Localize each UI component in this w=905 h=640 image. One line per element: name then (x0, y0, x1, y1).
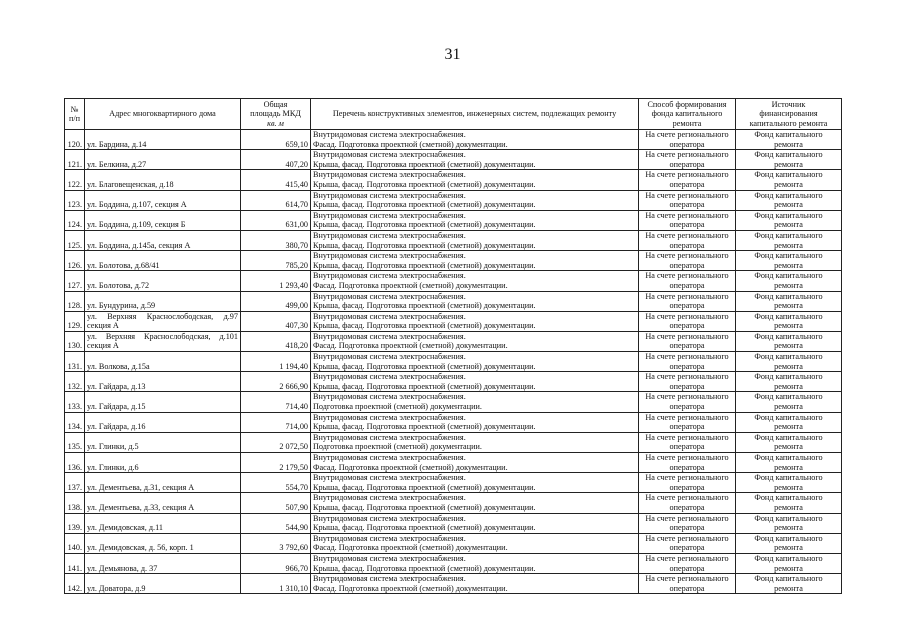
table-row (65, 190, 842, 210)
row-works: Внутридомовая система электроснабжения. Крыша, фасад. Подготовка проектной (сметной) документации. (311, 473, 639, 493)
table-row (65, 230, 842, 250)
row-method: На счете регионального оператора (639, 513, 736, 533)
table-row (65, 271, 842, 291)
row-source: Фонд капитального ремонта (736, 513, 842, 533)
table-row (65, 553, 842, 573)
row-area: 499,00 (241, 291, 311, 311)
row-source: Фонд капитального ремонта (736, 473, 842, 493)
row-area: 614,70 (241, 190, 311, 210)
row-works: Внутридомовая система электроснабжения. Крыша, фасад. Подготовка проектной (сметной) документации. (311, 412, 639, 432)
table-row (65, 251, 842, 271)
row-number: 138. (65, 493, 85, 513)
row-address: ул. Дементьева, д.31, секция А (85, 473, 241, 493)
row-area: 407,30 (241, 311, 311, 331)
row-number: 125. (65, 230, 85, 250)
row-works: Внутридомовая система электроснабжения. Крыша, фасад. Подготовка проектной (сметной) документации. (311, 251, 639, 271)
row-address: ул. Глинки, д.6 (85, 453, 241, 473)
row-source: Фонд капитального ремонта (736, 331, 842, 351)
row-area: 659,10 (241, 130, 311, 150)
table-header-row (65, 99, 842, 130)
row-source: Фонд капитального ремонта (736, 311, 842, 331)
row-number: 124. (65, 210, 85, 230)
row-works: Внутридомовая система электроснабжения. Крыша, фасад. Подготовка проектной (сметной) документации. (311, 372, 639, 392)
table-row (65, 291, 842, 311)
row-method: На счете регионального оператора (639, 533, 736, 553)
row-area: 631,00 (241, 210, 311, 230)
row-method: На счете регионального оператора (639, 331, 736, 351)
row-source: Фонд капитального ремонта (736, 553, 842, 573)
row-method: На счете регионального оператора (639, 553, 736, 573)
row-method: На счете регионального оператора (639, 473, 736, 493)
table-row (65, 533, 842, 553)
row-works: Внутридомовая система электроснабжения. Крыша, фасад. Подготовка проектной (сметной) документации. (311, 210, 639, 230)
table-row (65, 392, 842, 412)
row-address: ул. Гайдара, д.16 (85, 412, 241, 432)
row-number: 128. (65, 291, 85, 311)
row-area: 415,40 (241, 170, 311, 190)
table-row (65, 311, 842, 331)
row-works: Внутридомовая система электроснабжения. Крыша, фасад. Подготовка проектной (сметной) документации. (311, 170, 639, 190)
row-source: Фонд капитального ремонта (736, 392, 842, 412)
row-address: ул. Демьянова, д. 37 (85, 553, 241, 573)
row-number: 126. (65, 251, 85, 271)
table-row (65, 473, 842, 493)
row-address: ул. Глинки, д.5 (85, 432, 241, 452)
row-method: На счете регионального оператора (639, 230, 736, 250)
row-source: Фонд капитального ремонта (736, 130, 842, 150)
table-row (65, 130, 842, 150)
table-row (65, 493, 842, 513)
row-method: На счете регионального оператора (639, 412, 736, 432)
row-works: Внутридомовая система электроснабжения. Крыша, фасад. Подготовка проектной (сметной) документации. (311, 553, 639, 573)
row-number: 135. (65, 432, 85, 452)
row-number: 122. (65, 170, 85, 190)
header-method: Способ формирования фонда капитального ремонта (639, 99, 736, 130)
row-method: На счете регионального оператора (639, 271, 736, 291)
row-number: 120. (65, 130, 85, 150)
row-number: 131. (65, 352, 85, 372)
row-source: Фонд капитального ремонта (736, 190, 842, 210)
row-area: 380,70 (241, 230, 311, 250)
row-source: Фонд капитального ремонта (736, 372, 842, 392)
row-source: Фонд капитального ремонта (736, 271, 842, 291)
row-area: 2 666,90 (241, 372, 311, 392)
row-address: ул. Демидовская, д. 56, корп. 1 (85, 533, 241, 553)
row-address: ул. Бардина, д.14 (85, 130, 241, 150)
row-source: Фонд капитального ремонта (736, 453, 842, 473)
row-area: 407,20 (241, 150, 311, 170)
row-number: 142. (65, 574, 85, 594)
row-method: На счете регионального оператора (639, 432, 736, 452)
row-area: 785,20 (241, 251, 311, 271)
row-works: Внутридомовая система электроснабжения. Крыша, фасад. Подготовка проектной (сметной) документации. (311, 190, 639, 210)
row-method: На счете регионального оператора (639, 453, 736, 473)
row-source: Фонд капитального ремонта (736, 432, 842, 452)
row-works: Внутридомовая система электроснабжения. Крыша, фасад. Подготовка проектной (сметной) документации. (311, 291, 639, 311)
header-source: Источник финансирования капитального ремонта (736, 99, 842, 130)
table-row (65, 210, 842, 230)
row-address: ул. Демидовская, д.11 (85, 513, 241, 533)
row-works: Внутридомовая система электроснабжения. Фасад. Подготовка проектной (сметной) документации. (311, 271, 639, 291)
header-address: Адрес многоквартирного дома (85, 99, 241, 130)
row-number: 136. (65, 453, 85, 473)
row-method: На счете регионального оператора (639, 210, 736, 230)
row-source: Фонд капитального ремонта (736, 170, 842, 190)
row-number: 123. (65, 190, 85, 210)
row-area: 418,20 (241, 331, 311, 351)
table-row (65, 513, 842, 533)
page-number: 31 (444, 46, 461, 63)
row-area: 714,00 (241, 412, 311, 432)
row-area: 544,90 (241, 513, 311, 533)
row-method: На счете регионального оператора (639, 190, 736, 210)
row-number: 133. (65, 392, 85, 412)
row-number: 134. (65, 412, 85, 432)
row-address: ул. Болотова, д.72 (85, 271, 241, 291)
row-method: На счете регионального оператора (639, 251, 736, 271)
row-area: 1 194,40 (241, 352, 311, 372)
row-method: На счете регионального оператора (639, 493, 736, 513)
row-area: 1 310,10 (241, 574, 311, 594)
row-method: На счете регионального оператора (639, 170, 736, 190)
row-area: 714,40 (241, 392, 311, 412)
row-address: ул. Доватора, д.9 (85, 574, 241, 594)
row-method: На счете регионального оператора (639, 574, 736, 594)
row-source: Фонд капитального ремонта (736, 574, 842, 594)
table-row (65, 150, 842, 170)
row-method: На счете регионального оператора (639, 392, 736, 412)
row-method: На счете регионального оператора (639, 291, 736, 311)
row-address: ул. Верхняя Краснослободская, д.97 секция А (85, 311, 241, 331)
row-address: ул. Гайдара, д.15 (85, 392, 241, 412)
row-address: ул. Боддина, д.145а, секция А (85, 230, 241, 250)
row-works: Внутридомовая система электроснабжения. Фасад. Подготовка проектной (сметной) документации. (311, 453, 639, 473)
row-area: 3 792,60 (241, 533, 311, 553)
row-works: Внутридомовая система электроснабжения. Подготовка проектной (сметной) документации. (311, 392, 639, 412)
row-works: Внутридомовая система электроснабжения. Крыша, фасад. Подготовка проектной (сметной) документации. (311, 150, 639, 170)
row-method: На счете регионального оператора (639, 130, 736, 150)
row-address: ул. Верхняя Краснослободская, д.101 секция А (85, 331, 241, 351)
repair-table (64, 98, 842, 594)
row-method: На счете регионального оператора (639, 150, 736, 170)
row-address: ул. Болотова, д.68/41 (85, 251, 241, 271)
row-method: На счете регионального оператора (639, 372, 736, 392)
row-method: На счете регионального оператора (639, 311, 736, 331)
row-number: 132. (65, 372, 85, 392)
table-row (65, 432, 842, 452)
row-address: ул. Дементьева, д.33, секция А (85, 493, 241, 513)
row-area: 2 072,50 (241, 432, 311, 452)
row-works: Внутридомовая система электроснабжения. Фасад. Подготовка проектной (сметной) документации. (311, 130, 639, 150)
table-row (65, 453, 842, 473)
row-source: Фонд капитального ремонта (736, 352, 842, 372)
row-works: Внутридомовая система электроснабжения. Крыша, фасад. Подготовка проектной (сметной) документации. (311, 230, 639, 250)
row-works: Внутридомовая система электроснабжения. Крыша, фасад. Подготовка проектной (сметной) документации. (311, 352, 639, 372)
header-area: Общая площадь МКД кв. м (241, 99, 311, 130)
row-number: 129. (65, 311, 85, 331)
table-row (65, 372, 842, 392)
row-address: ул. Волкова, д.15а (85, 352, 241, 372)
row-number: 141. (65, 553, 85, 573)
table-row (65, 170, 842, 190)
row-address: ул. Боддина, д.107, секция А (85, 190, 241, 210)
row-source: Фонд капитального ремонта (736, 251, 842, 271)
row-works: Внутридомовая система электроснабжения. Крыша, фасад. Подготовка проектной (сметной) документации. (311, 513, 639, 533)
row-address: ул. Гайдара, д.13 (85, 372, 241, 392)
row-works: Внутридомовая система электроснабжения. Крыша, фасад. Подготовка проектной (сметной) документации. (311, 311, 639, 331)
row-area: 966,70 (241, 553, 311, 573)
row-works: Внутридомовая система электроснабжения. Фасад. Подготовка проектной (сметной) документации. (311, 331, 639, 351)
row-works: Внутридомовая система электроснабжения. Фасад. Подготовка проектной (сметной) документации. (311, 574, 639, 594)
row-area: 1 293,40 (241, 271, 311, 291)
row-number: 130. (65, 331, 85, 351)
header-works: Перечень конструктивных элементов, инженерных систем, подлежащих ремонту (311, 99, 639, 130)
row-source: Фонд капитального ремонта (736, 230, 842, 250)
row-area: 507,90 (241, 493, 311, 513)
row-source: Фонд капитального ремонта (736, 412, 842, 432)
row-number: 137. (65, 473, 85, 493)
row-address: ул. Боддина, д.109, секция Б (85, 210, 241, 230)
row-area: 554,70 (241, 473, 311, 493)
row-source: Фонд капитального ремонта (736, 533, 842, 553)
table-row (65, 574, 842, 594)
row-number: 139. (65, 513, 85, 533)
table-row (65, 331, 842, 351)
row-source: Фонд капитального ремонта (736, 210, 842, 230)
table-body (65, 130, 842, 594)
table-row (65, 412, 842, 432)
row-number: 121. (65, 150, 85, 170)
row-works: Внутридомовая система электроснабжения. Крыша, фасад. Подготовка проектной (сметной) документации. (311, 493, 639, 513)
row-number: 127. (65, 271, 85, 291)
header-num: № п/п (65, 99, 85, 130)
row-works: Внутридомовая система электроснабжения. Фасад. Подготовка проектной (сметной) документации. (311, 533, 639, 553)
row-source: Фонд капитального ремонта (736, 493, 842, 513)
row-source: Фонд капитального ремонта (736, 291, 842, 311)
row-address: ул. Бундурина, д.59 (85, 291, 241, 311)
table-row (65, 352, 842, 372)
row-source: Фонд капитального ремонта (736, 150, 842, 170)
row-address: ул. Белкина, д.27 (85, 150, 241, 170)
row-number: 140. (65, 533, 85, 553)
row-works: Внутридомовая система электроснабжения. Подготовка проектной (сметной) документации. (311, 432, 639, 452)
row-method: На счете регионального оператора (639, 352, 736, 372)
row-address: ул. Благовещенская, д.18 (85, 170, 241, 190)
row-area: 2 179,50 (241, 453, 311, 473)
